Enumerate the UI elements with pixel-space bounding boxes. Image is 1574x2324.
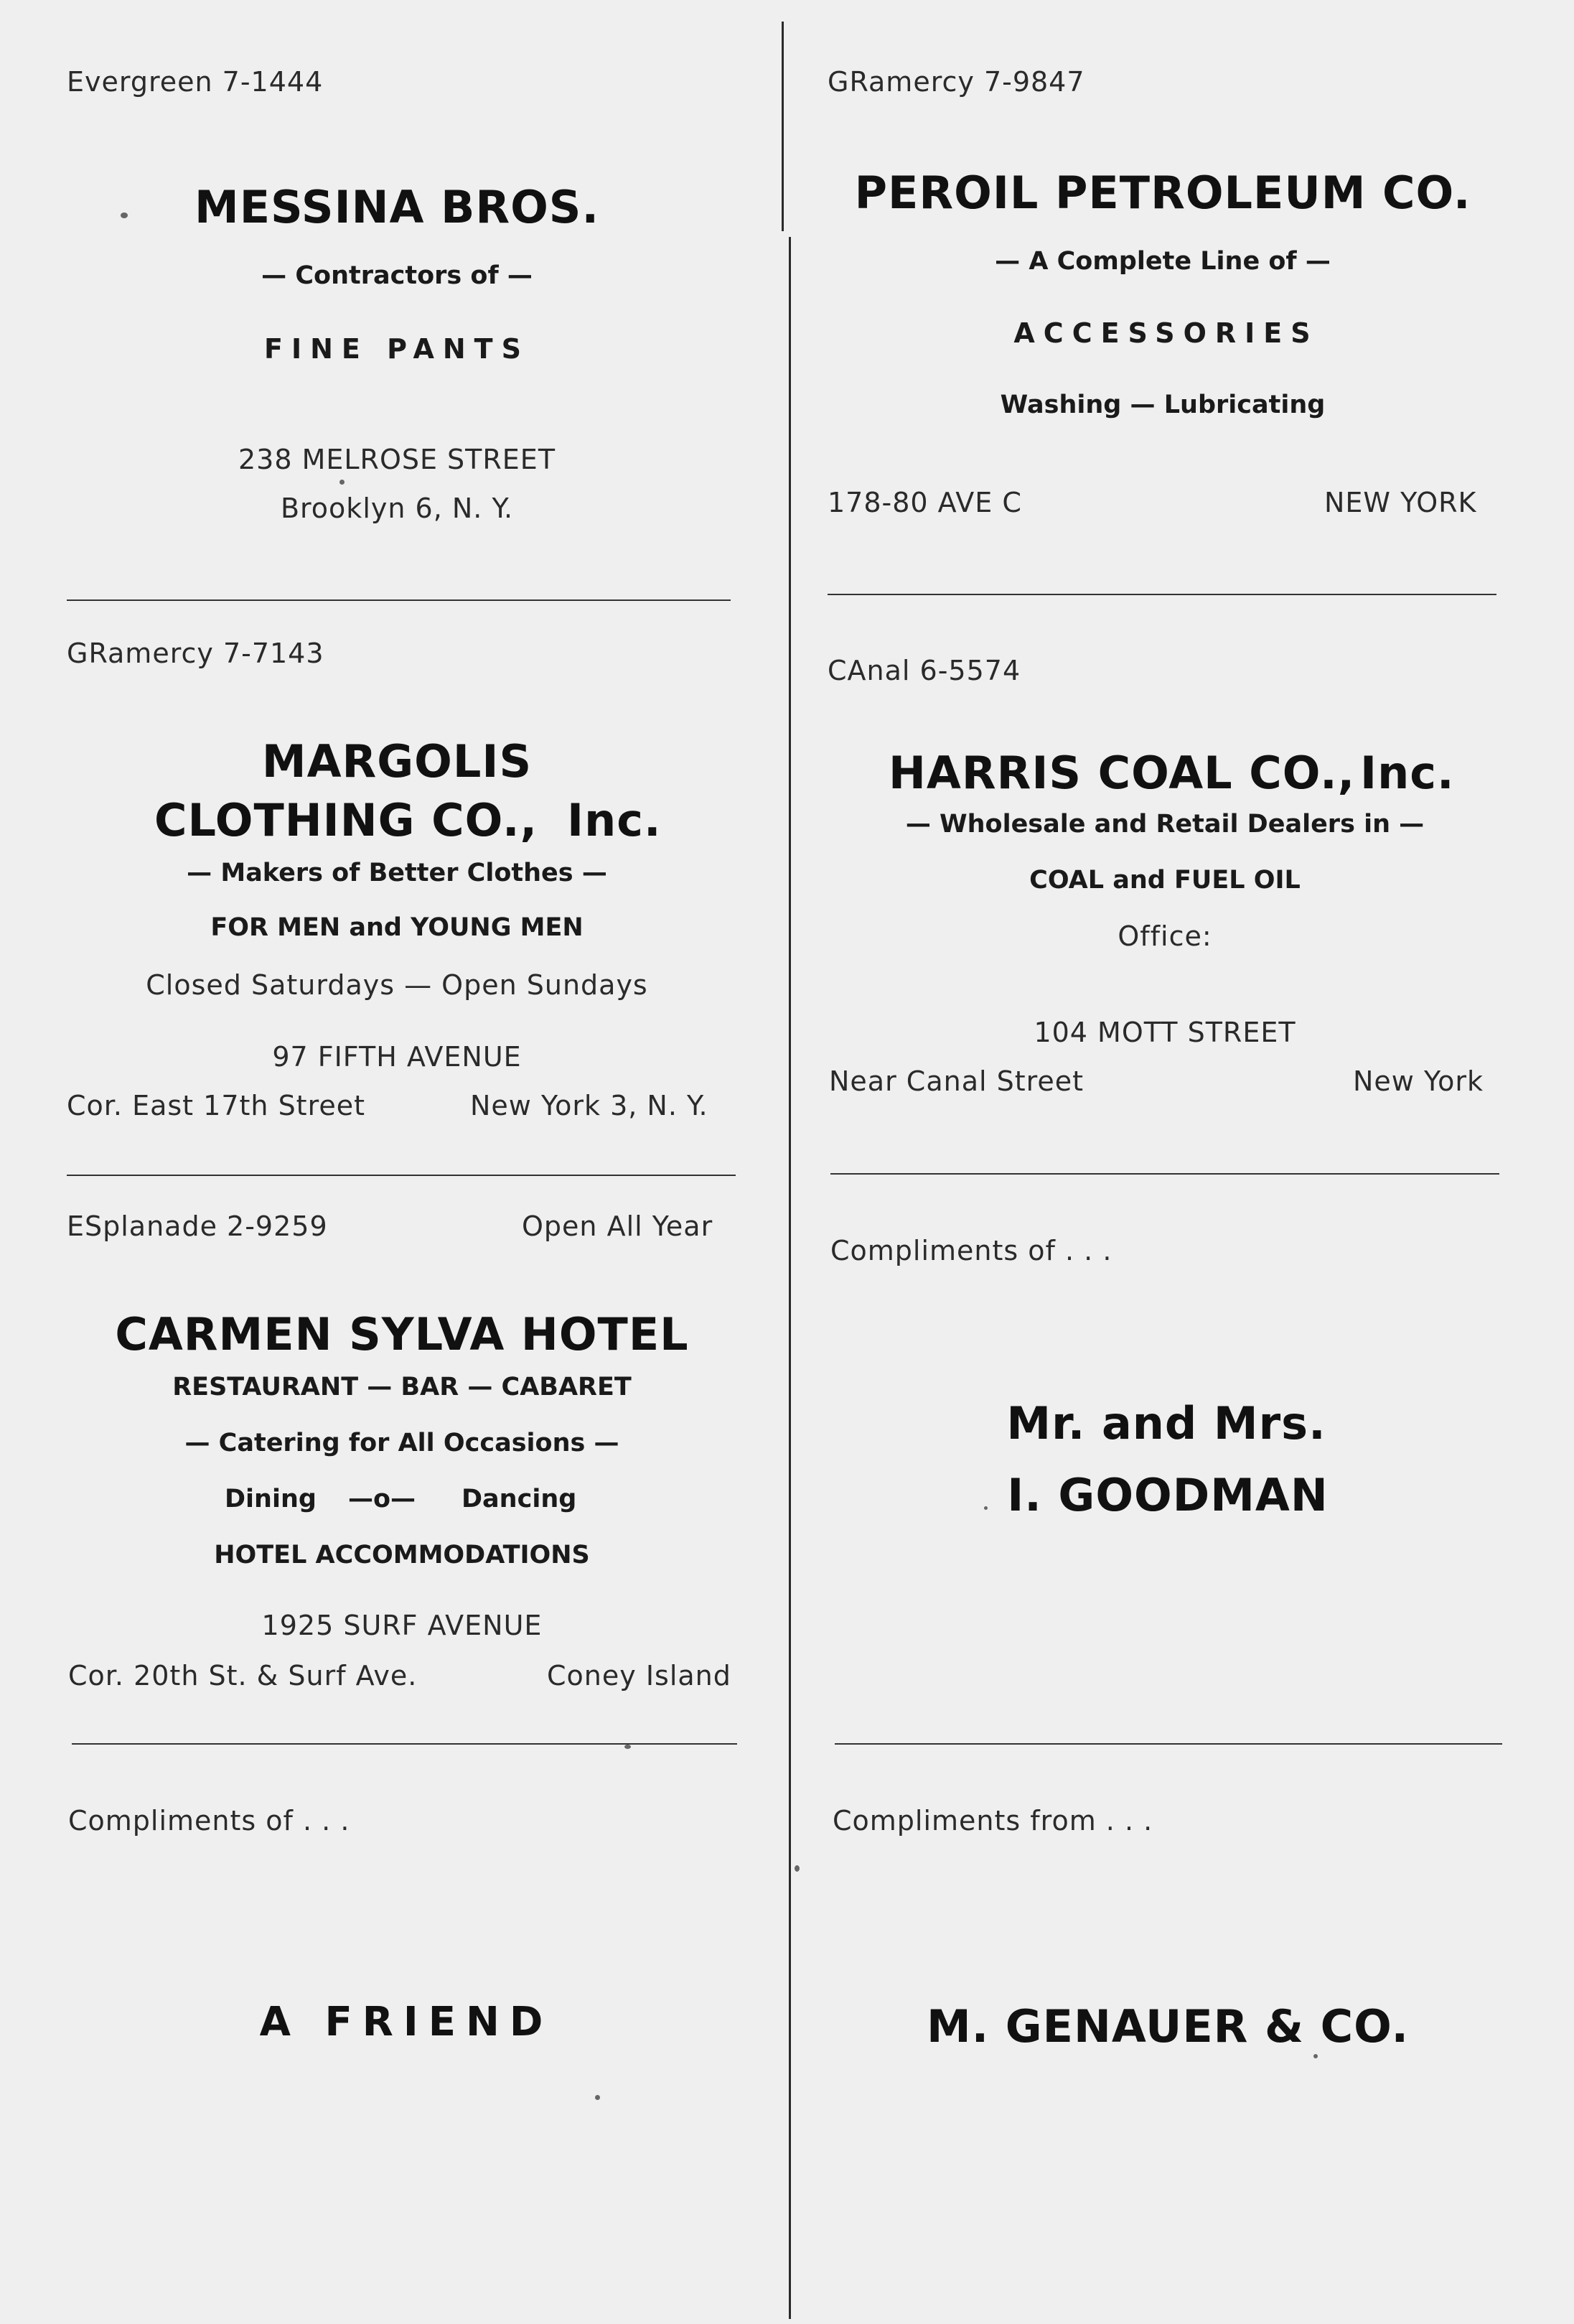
print-speck [339,480,345,485]
print-speck [795,1865,800,1872]
catering: — Catering for All Occasions — [184,1429,619,1457]
column-divider-top [782,22,784,231]
street-address: 104 MOTT STREET [1034,1017,1296,1048]
dancing: Dancing [462,1485,577,1513]
print-speck [595,2095,600,2100]
audience: FOR MEN and YOUNG MEN [210,913,584,942]
street-address: 1925 SURF AVENUE [261,1610,543,1641]
compliments-intro: Compliments from . . . [833,1805,1153,1837]
ad-separator [72,1743,737,1745]
accommodations: HOTEL ACCOMMODATIONS [214,1541,590,1569]
phone-number: ESplanade 2-9259 [67,1210,328,1242]
product-line: ACCESSORIES [1013,317,1319,349]
separator-o: —o— [348,1485,416,1513]
street-address: 238 MELROSE STREET [238,444,556,475]
print-speck [624,1745,631,1749]
column-divider-bottom [789,237,791,2319]
office-label: Office: [1118,920,1212,952]
business-name: A FRIEND [259,1999,553,2045]
city-line: New York [1353,1065,1484,1097]
phone-number: GRamercy 7-9847 [828,66,1085,98]
tagline: — Makers of Better Clothes — [187,859,607,887]
business-name-suffix: Inc. [567,794,662,846]
business-name-suffix: Inc. [1360,747,1455,799]
phone-number: CAnal 6-5574 [828,655,1021,686]
ad-separator [67,599,731,601]
print-speck [984,1506,988,1510]
compliments-intro: Compliments of . . . [68,1805,350,1837]
name-line2: I. GOODMAN [1007,1469,1329,1521]
business-name: PEROIL PETROLEUM CO. [854,167,1471,219]
near-street: Near Canal Street [829,1065,1085,1097]
ad-separator [828,594,1496,595]
city-line: NEW YORK [1324,487,1477,518]
compliments-intro: Compliments of . . . [830,1235,1112,1266]
ad-separator [835,1743,1502,1745]
season-note: Open All Year [522,1210,713,1242]
name-line1: Mr. and Mrs. [1006,1397,1326,1450]
tagline: — Wholesale and Retail Dealers in — [905,810,1425,839]
business-name-line2: CLOTHING CO., [154,794,538,846]
business-name: HARRIS COAL CO., [889,747,1356,799]
tagline: — A Complete Line of — [995,247,1331,276]
business-name: MESSINA BROS. [194,181,600,233]
ad-separator [830,1173,1499,1175]
hours: Closed Saturdays — Open Sundays [146,969,648,1001]
dining: Dining [225,1485,317,1513]
print-speck [121,213,128,218]
phone-number: GRamercy 7-7143 [67,638,324,669]
ad-separator [67,1175,736,1176]
city-line: Brooklyn 6, N. Y. [280,493,514,524]
services: RESTAURANT — BAR — CABARET [172,1373,632,1401]
corner: Cor. East 17th Street [67,1090,366,1121]
city-line: New York 3, N. Y. [470,1090,708,1121]
corner: Cor. 20th St. & Surf Ave. [68,1660,418,1691]
business-name: M. GENAUER & CO. [926,2000,1410,2053]
tagline: — Contractors of — [261,261,533,290]
location: Coney Island [547,1660,731,1691]
street-address: 97 FIFTH AVENUE [272,1041,522,1073]
services: Washing — Lubricating [1000,391,1326,419]
product-line: FINE PANTS [264,333,530,365]
print-speck [1313,2054,1318,2058]
business-name-line1: MARGOLIS [261,735,533,788]
business-name: CARMEN SYLVA HOTEL [115,1308,689,1361]
product-line: COAL and FUEL OIL [1029,866,1301,895]
street-address: 178-80 AVE C [828,487,1022,518]
phone-number: Evergreen 7-1444 [67,66,324,98]
